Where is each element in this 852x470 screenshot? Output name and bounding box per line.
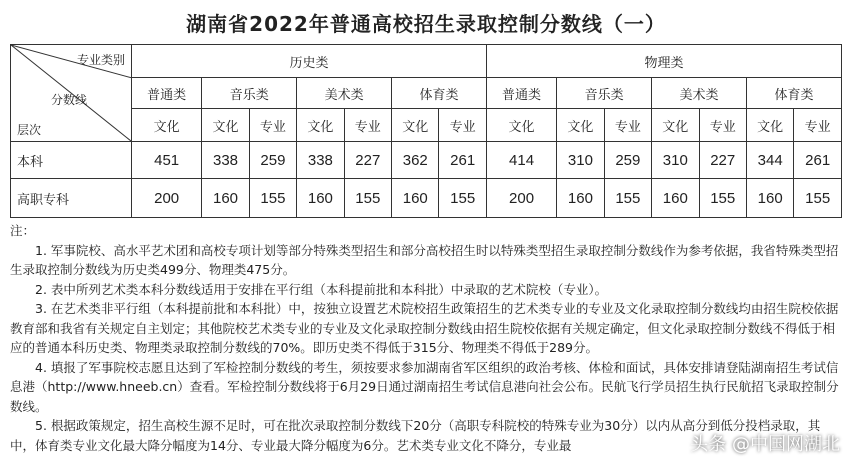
column-header: 文化 xyxy=(652,109,699,142)
notes-section xyxy=(10,221,844,455)
score-table xyxy=(10,44,842,218)
score-cell: 160 xyxy=(202,179,249,218)
note-item: 5. 根据政策规定，招生高校生源不足时，可在批次录取控制分数线下20分（高职专科院校的特殊专业为30分）以内从高分到低分投档录取，其中，体育类专业文化最大降分幅度为14分、专业最大降分幅度为6分。艺术类专业文化不降分，专业最 xyxy=(10,418,821,453)
score-cell: 451 xyxy=(132,142,202,179)
row-label: 本科 xyxy=(11,142,132,179)
score-cell: 227 xyxy=(344,142,391,179)
corner-label-category: 专业类别 xyxy=(76,53,125,67)
corner-label-level: 层次 xyxy=(17,123,42,137)
table-row-undergraduate xyxy=(11,142,842,179)
column-header: 专业 xyxy=(699,109,746,142)
column-header: 文化 xyxy=(557,109,604,142)
note-item: 3. 在艺术类非平行组（本科提前批和本科批）中，按独立设置艺术院校招生政策招生的艺术类专业的专业及文化录取控制分数线均由招生院校依据教育部和我省有关规定自主划定；其他院校艺术类专业的专业及文化录取控制分数线由招生院校依据有关规定确定，但文化录取控制分数线不得低于相应的普通本科历史类、物理类录取控制分数线的70%。即历史类不得低于315分、物理类不得低于289分。 xyxy=(10,301,839,355)
column-header: 专业 xyxy=(604,109,651,142)
score-cell: 338 xyxy=(297,142,344,179)
row-label: 高职专科 xyxy=(11,179,132,218)
score-cell: 160 xyxy=(746,179,793,218)
score-cell: 155 xyxy=(439,179,486,218)
score-cell: 227 xyxy=(699,142,746,179)
column-header: 专业 xyxy=(344,109,391,142)
subgroup-header: 音乐类 xyxy=(557,78,652,109)
score-cell: 200 xyxy=(132,179,202,218)
score-cell: 362 xyxy=(392,142,439,179)
column-header: 文化 xyxy=(486,109,556,142)
score-cell: 155 xyxy=(699,179,746,218)
score-cell: 338 xyxy=(202,142,249,179)
score-cell: 310 xyxy=(557,142,604,179)
subgroup-header: 普通类 xyxy=(486,78,556,109)
column-header: 文化 xyxy=(202,109,249,142)
column-header: 专业 xyxy=(794,109,842,142)
column-header: 文化 xyxy=(132,109,202,142)
subgroup-header: 体育类 xyxy=(746,78,841,109)
score-cell: 261 xyxy=(439,142,486,179)
score-cell: 259 xyxy=(249,142,296,179)
score-cell: 261 xyxy=(794,142,842,179)
score-cell: 200 xyxy=(486,179,556,218)
score-cell: 310 xyxy=(652,142,699,179)
subgroup-header: 体育类 xyxy=(392,78,487,109)
group-header-physics: 物理类 xyxy=(486,45,841,78)
score-cell: 160 xyxy=(297,179,344,218)
table-row-vocational xyxy=(11,179,842,218)
score-cell: 155 xyxy=(604,179,651,218)
note-item: 4. 填报了军事院校志愿且达到了军检控制分数线的考生，须按要求参加湖南省军区组织的政治考核、体检和面试，具体安排请登陆湖南招生考试信息港（http://www.hneeb.cn）查看。军检控制分数线将于6月29日通过湖南招生考试信息港向社会公布。民航飞行学员招生执行民航招飞录取控制分数线。 xyxy=(10,359,839,414)
score-cell: 160 xyxy=(652,179,699,218)
score-cell: 155 xyxy=(794,179,842,218)
score-cell: 259 xyxy=(604,142,651,179)
group-header-history: 历史类 xyxy=(132,45,487,78)
column-header: 文化 xyxy=(297,109,344,142)
table-corner-header xyxy=(11,45,132,142)
column-header: 文化 xyxy=(392,109,439,142)
subgroup-header: 音乐类 xyxy=(202,78,297,109)
column-header: 专业 xyxy=(439,109,486,142)
score-cell: 155 xyxy=(344,179,391,218)
notes-heading: 注： xyxy=(10,223,36,238)
score-cell: 155 xyxy=(249,179,296,218)
score-cell: 160 xyxy=(392,179,439,218)
note-item: 2. 表中所列艺术类本科分数线适用于安排在平行组（本科提前批和本科批）中录取的艺术院校（专业）。 xyxy=(35,281,608,297)
column-header: 专业 xyxy=(249,109,296,142)
column-header: 文化 xyxy=(746,109,793,142)
subgroup-header: 美术类 xyxy=(297,78,392,109)
score-cell: 344 xyxy=(746,142,793,179)
corner-label-score: 分数线 xyxy=(51,93,88,107)
score-cell: 160 xyxy=(557,179,604,218)
score-cell: 414 xyxy=(486,142,556,179)
page-title: 湖南省2022年普通高校招生录取控制分数线（一） xyxy=(186,12,666,36)
watermark: 头条 @中国网湖北 xyxy=(690,434,840,455)
subgroup-header: 普通类 xyxy=(132,78,202,109)
subgroup-header: 美术类 xyxy=(652,78,747,109)
note-item: 1. 军事院校、高水平艺术团和高校专项计划等部分特殊类型招生和部分高校招生时以特殊类型招生录取控制分数线作为参考依据，我省特殊类型招生录取控制分数线为历史类499分、物理类475分。 xyxy=(10,242,839,277)
